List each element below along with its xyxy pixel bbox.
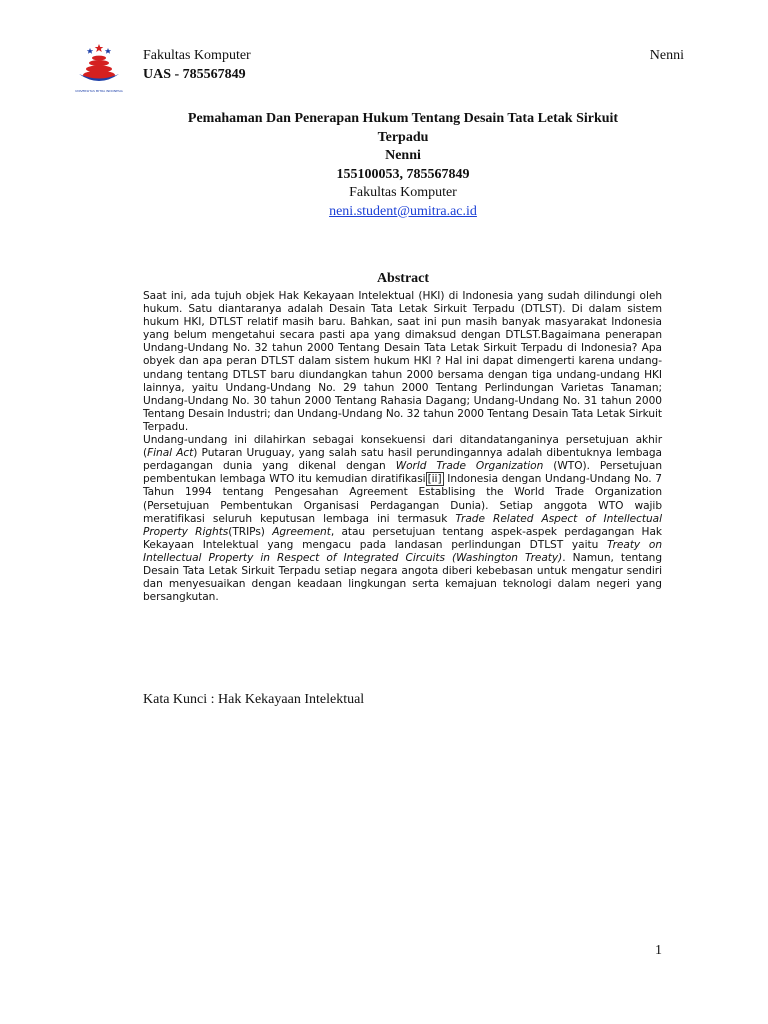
title-block xyxy=(143,110,663,221)
abstract-paragraph-1: Saat ini, ada tujuh objek Hak Kekayaan Intelektual (HKI) di Indonesia yang sudah dilindungi oleh hukum. Satu diantaranya adalah Desain Tata Letak Sirkuit Terpadu (DTLST). Di dalam sistem hukum HKI, DTLST relatif masih baru. Bahkan, saat ini pun masih banyak masyarakat Indonesia yang belum mengetahui secara pasti apa yang dimaksud dengan DTLST.Bagaimana penerapan Undang-Undang No. 32 tahun 2000 Tentang Desain Tata Letak Sirkuit Terpadu di Indonesia? Apa obyek dan apa peran DTLST dalam sistem hukum HKI ? Hal ini dapat dimengerti karena undang-undang tentang DTLST baru diundangkan tahun 2000 bersama dengan tiga undang-undang HKI lainnya, yaitu Undang-Undang No. 29 tahun 2000 Tentang Perlindungan Varietas Tanaman; Undang-Undang No. 30 tahun 2000 Tentang Rahasia Dagang; Undang-Undang No. 31 tahun 2000 Tentang Desain Industri; dan Undang-Undang No. 32 tahun 2000 Tentang Desain Tata Letak Sirkuit Terpadu. xyxy=(143,290,662,433)
abstract-italic-term: Trade Related Aspect of Intellectual Property Rights xyxy=(143,512,662,538)
abstract-text: ) Putaran Uruguay, yang salah satu hasil perundingannya adalah dibentuknya lembaga perdagangan dunia yang dikenal dengan xyxy=(143,447,662,473)
header-exam-id: UAS - 785567849 xyxy=(143,67,246,82)
abstract-text: . Namun, tentang Desain Tata Letak Sirkuit Terpadu setiap negara angota diberi kebebasan untuk mengatur sendiri dan menyesuaikan dengan keadaan lingkungan serta kemajuan teknologi dalam negeri yang bersangkutan. xyxy=(143,551,662,604)
abstract-heading: Abstract xyxy=(376,271,430,286)
abstract-text: Undang-undang ini dilahirkan sebagai konsekuensi dari ditandatanganinya persetujuan akhir ( xyxy=(143,434,662,460)
header-author: Nenni xyxy=(649,48,684,63)
abstract-italic-term: Final Act xyxy=(147,447,194,460)
abstract-italic-term: Treaty on Intellectual Property in Respect of Integrated Circuits (Washington Treaty) xyxy=(143,538,662,564)
logo-caption: UNIVERSITAS MITRA INDONESIA xyxy=(75,89,123,93)
logo-emblem-icon xyxy=(74,44,124,90)
page-number: 1 xyxy=(655,943,662,958)
abstract-text: (WTO). Persetujuan pembentukan lembaga WTO itu kemudian diratifikasi xyxy=(143,460,662,486)
footnote-reference-link[interactable]: [ii] xyxy=(427,473,442,486)
paper-title-line-1: Pemahaman Dan Penerapan Hukum Tentang Desain Tata Letak Sirkuit xyxy=(187,111,619,126)
university-logo xyxy=(74,44,124,93)
abstract-text: Indonesia dengan Undang-Undang No. 7 Tahun 1994 tentang Pengesahan Agreement Establising the World Trade Organization (Persetujuan Pembentukan Organisasi Perdagangan Dunia). Setiap anggota WTO wajib meratifikasi seluruh keputusan lembaga ini termasuk xyxy=(143,473,662,525)
author-email-link[interactable]: neni.student@umitra.ac.id xyxy=(329,203,477,219)
author-faculty: Fakultas Komputer xyxy=(349,185,457,200)
abstract-text: , atau persetujuan tentang aspek-aspek perdagangan Hak Kekayaan Intelektual yang mengacu pada landasan perlindungan DTLST yaitu xyxy=(143,525,662,551)
abstract-body xyxy=(143,290,662,604)
author-name: Nenni xyxy=(385,148,421,163)
abstract-italic-term: Agreement xyxy=(272,525,331,538)
author-ids: 155100053, 785567849 xyxy=(336,166,470,182)
header-faculty: Fakultas Komputer xyxy=(143,48,251,63)
abstract-text: (TRIPs) xyxy=(228,525,273,538)
header-left xyxy=(143,46,251,84)
abstract-paragraph-2 xyxy=(143,434,662,604)
paper-title-line-2: Terpadu xyxy=(377,129,429,145)
keywords: Kata Kunci : Hak Kekayaan Intelektual xyxy=(143,692,365,707)
abstract-italic-term: World Trade Organization xyxy=(395,460,544,473)
